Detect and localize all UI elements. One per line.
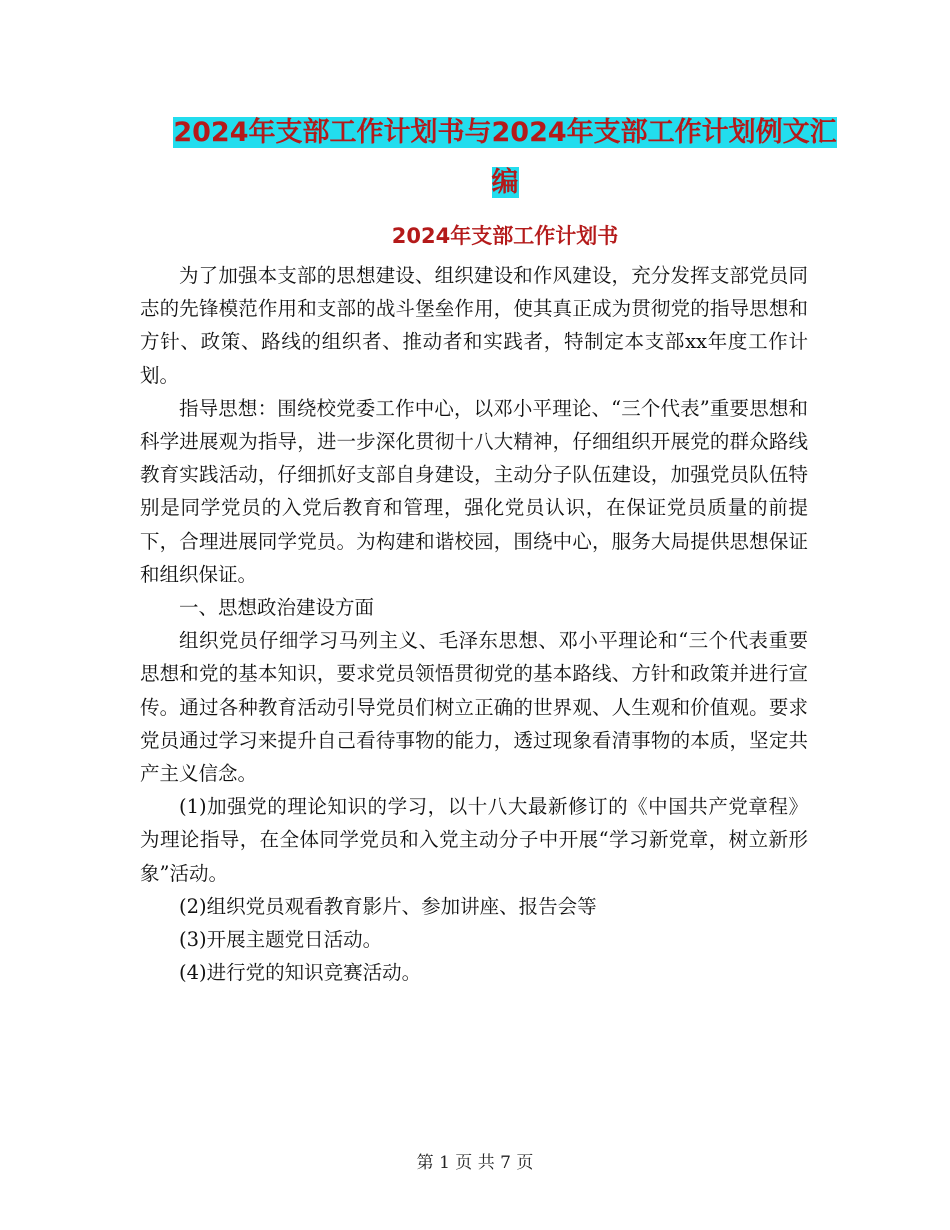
paragraph: (4)进行党的知识竞赛活动。 [179, 961, 422, 985]
paragraph: (3)开展主题党日活动。 [179, 928, 383, 952]
paragraph: (2)组织党员观看教育影片、参加讲座、报告会等 [179, 894, 597, 918]
page-number-footer: 第 1 页 共 7 页 [416, 1153, 534, 1173]
section-title: 2024年支部工作计划书 [391, 224, 619, 248]
document-title [140, 108, 870, 208]
paragraph: 为了加强本支部的思想建设、组织建设和作风建设，充分发挥支部党员同志的先锋模范作用和支部的战斗堡垒作用，使其真正成为贯彻党的指导思想和方针、政策、路线的组织者、推动者和实践者，特制定本支部xx年度工作计划。 [140, 264, 808, 387]
title-line-2: 编 [491, 167, 519, 198]
paragraph: 组织党员仔细学习马列主义、毛泽东思想、邓小平理论和“三个代表重要思想和党的基本知识，要求党员领悟贯彻党的基本路线、方针和政策并进行宣传。通过各种教育活动引导党员们树立正确的世界观、人生观和价值观。要求党员通过学习来提升自己看待事物的能力，透过现象看清事物的本质，坚定共产主义信念。 [140, 629, 808, 786]
title-line-1: 2024年支部工作计划书与2024年支部工作计划例文汇 [173, 117, 837, 148]
paragraph: 指导思想：围绕校党委工作中心，以邓小平理论、“三个代表”重要思想和科学进展观为指导，进一步深化贯彻十八大精神，仔细组织开展党的群众路线教育实践活动，仔细抓好支部自身建设，主动分子队伍建设，加强党员队伍特别是同学党员的入党后教育和管理，强化党员认识，在保证党员质量的前提下，合理进展同学党员。为构建和谐校园，围绕中心，服务大局提供思想保证和组织保证。 [140, 396, 808, 586]
paragraph: (1)加强党的理论知识的学习，以十八大最新修订的《中国共产党章程》为理论指导，在全体同学党员和入党主动分子中开展“学习新党章，树立新形象”活动。 [140, 795, 808, 885]
paragraph: 一、思想政治建设方面 [179, 596, 375, 620]
document-body [140, 259, 808, 989]
